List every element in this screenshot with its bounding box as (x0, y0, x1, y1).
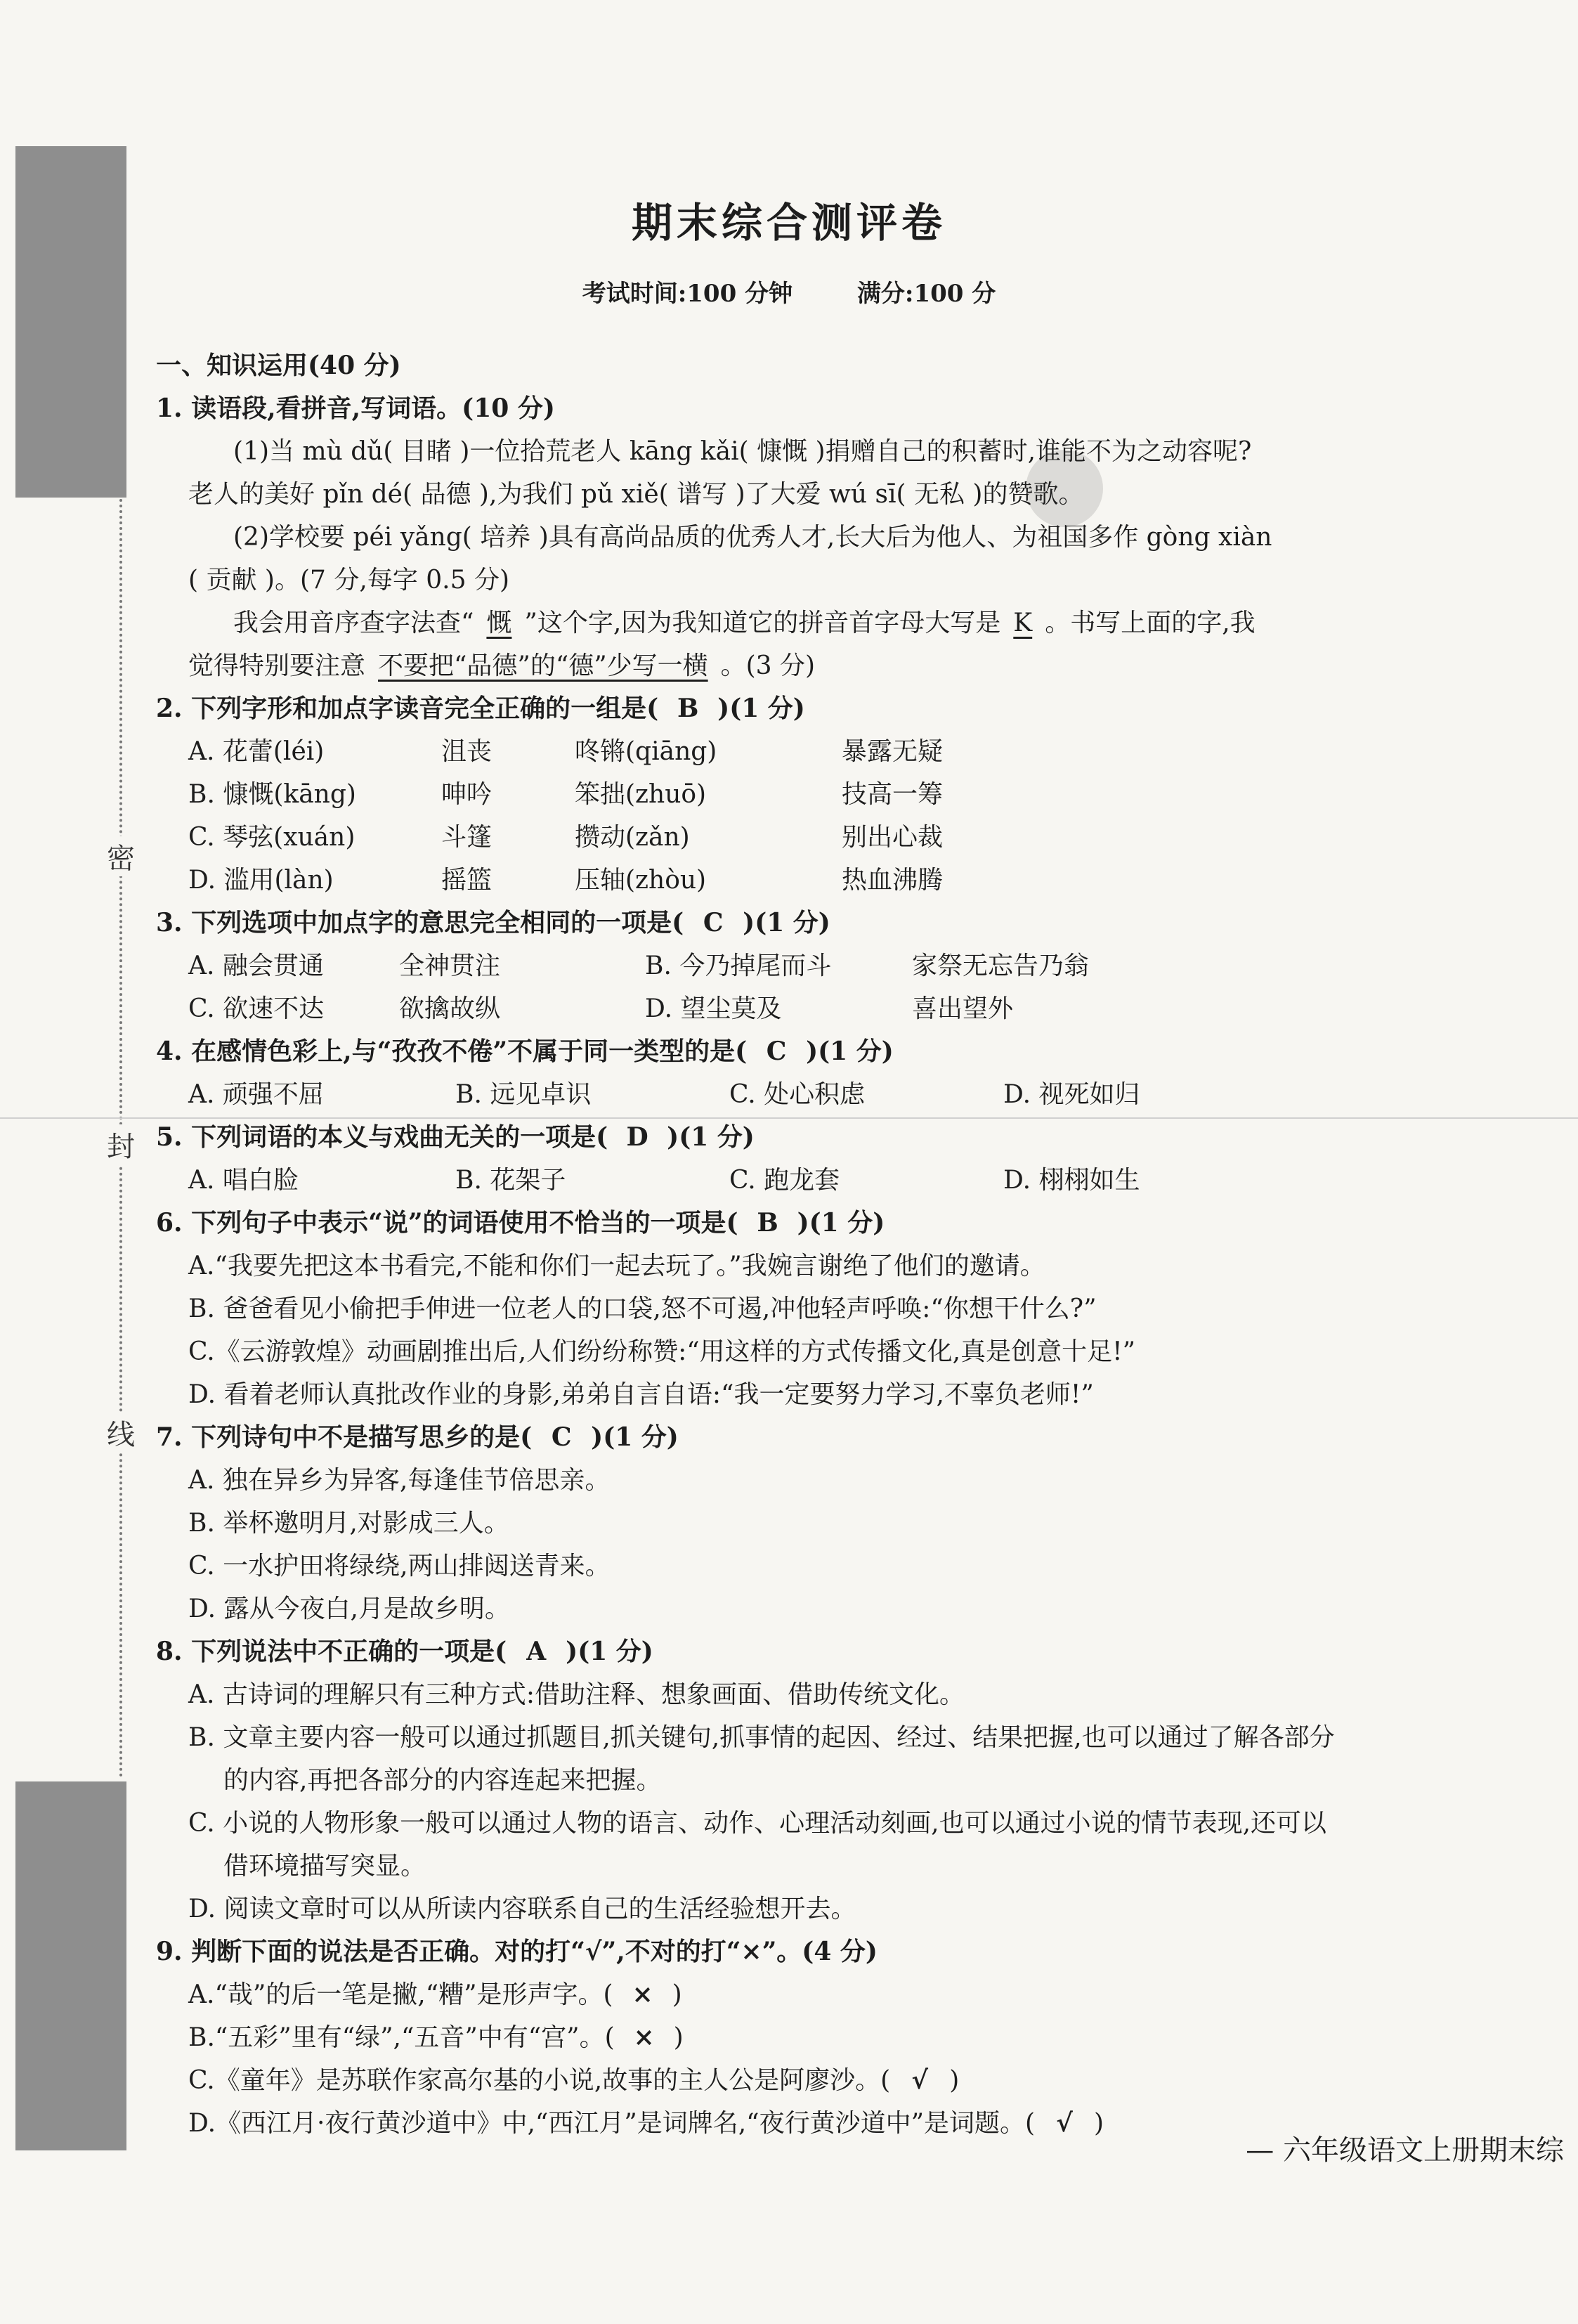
q2-cell: 技高一筹 (842, 780, 944, 809)
q1-stem: 1. 读语段,看拼音,写词语。(10 分) (156, 394, 555, 423)
q4-option: A. 顽强不屈 (188, 1080, 324, 1109)
q4-option: C. 处心积虑 (729, 1080, 866, 1109)
q6-option: D. 看着老师认真批改作业的身影,弟弟自言自语:“我一定要努力学习,不辜负老师!” (188, 1380, 1094, 1409)
q8-option-b-cont: 的内容,再把各部分的内容连起来把握。 (223, 1766, 662, 1795)
q2-cell: 沮丧 (441, 737, 493, 766)
q6-tail: )(1 分) (797, 1208, 885, 1238)
q1-line6 (156, 644, 1491, 687)
q7-option: C. 一水护田将绿绕,两山排闼送青来。 (188, 1552, 611, 1580)
q8-option-b: B. 文章主要内容一般可以通过抓题目,抓关键句,抓事情的起因、经过、结果把握,也可以通过了解各部分 (188, 1723, 1335, 1752)
q2-cell: C. 琴弦(xuán) (188, 823, 356, 852)
q8-option-a: A. 古诗词的理解只有三种方式:借助注释、想象画面、借助传统文化。 (188, 1680, 965, 1709)
q2-cell: 斗篷 (441, 823, 493, 852)
q2-stem-line (156, 687, 1491, 730)
q9-item-tail: ) (1094, 2109, 1104, 2138)
q9-item-text: D.《西江月·夜行黄沙道中》中,“西江月”是词牌名,“夜行黄沙道中”是词题。( (188, 2109, 1036, 2138)
q5-option-row (156, 1159, 1491, 1202)
q1-line1: (1)当 mù dǔ( 目睹 )一位拾荒老人 kāng kǎi( 慷慨 )捐赠自己的积蓄时,谁能不为之动容呢? (233, 437, 1252, 466)
q7-option: A. 独在异乡为异客,每逢佳节倍思亲。 (188, 1466, 611, 1495)
q1-line5-c: ”这个字,因为我知道它的拼音首字母大写是 (524, 609, 1001, 637)
q2-cell: B. 慷慨(kāng) (188, 780, 356, 809)
exam-subtitle (0, 274, 1578, 309)
q9-stem: 9. 判断下面的说法是否正确。对的打“√”,不对的打“×”。(4 分) (156, 1937, 878, 1966)
seal-char-xian: 线 (104, 1413, 138, 1453)
q3-answer: C (703, 908, 724, 937)
q3-cell: C. 欲速不达 (188, 994, 325, 1023)
q1-line6-a: 觉得特别要注意 (188, 651, 366, 680)
q9-item-text: A.“哉”的后一笔是撇,“糟”是形声字。( (188, 1980, 613, 2009)
q4-tail: )(1 分) (806, 1037, 894, 1066)
q6-option: C.《云游敦煌》动画剧推出后,人们纷纷称赞:“用这样的方式传播文化,真是创意十足!” (188, 1337, 1135, 1366)
q8-tail: )(1 分) (566, 1637, 653, 1666)
q2-cell: 呻吟 (441, 780, 493, 809)
q2-cell: 热血沸腾 (842, 866, 944, 895)
q1-answer-letter: K (1013, 609, 1033, 637)
section-heading: 一、知识运用(40 分) (156, 351, 401, 380)
q7-option: D. 露从今夜白,月是故乡明。 (188, 1595, 510, 1623)
q5-answer: D (626, 1122, 648, 1152)
q3-cell: D. 望尘莫及 (645, 994, 782, 1023)
q3-tail: )(1 分) (743, 908, 830, 937)
q9-item-tail: ) (672, 1980, 682, 2009)
q9-item-answer: √ (911, 2065, 929, 2095)
q5-option: B. 花架子 (455, 1166, 566, 1195)
q8-answer: A (526, 1637, 547, 1666)
q2-cell: 笨拙(zhuō) (575, 780, 707, 809)
q3-option-row (156, 987, 1491, 1030)
binding-margin-shade-bottom (15, 1781, 126, 2150)
q9-item-tail: ) (673, 2023, 684, 2052)
q1-line2: 老人的美好 pǐn dé( 品德 ),为我们 pǔ xiě( 谱写 )了大爱 wú sī( 无私 )的赞歌。 (188, 480, 1084, 509)
q8-option-c: C. 小说的人物形象一般可以通过人物的语言、动作、心理活动刻画,也可以通过小说的情节表现,还可以 (188, 1809, 1327, 1838)
q1-line4: ( 贡献 )。(7 分,每字 0.5 分) (188, 566, 509, 595)
q2-option-row (156, 773, 1491, 816)
exam-content (156, 344, 1491, 2145)
q9-item (156, 1973, 1491, 2016)
q3-cell: B. 今乃掉尾而斗 (645, 952, 832, 980)
q8-option-c-cont: 借环境描写突显。 (223, 1852, 426, 1881)
q4-stem-line (156, 1030, 1491, 1073)
q9-item-text: B.“五彩”里有“绿”,“五音”中有“宫”。( (188, 2023, 615, 2052)
q2-cell: 攒动(zǎn) (575, 823, 690, 852)
q6-option: A.“我要先把这本书看完,不能和你们一起去玩了。”我婉言谢绝了他们的邀请。 (188, 1252, 1045, 1280)
q7-stem-line (156, 1416, 1491, 1459)
q4-option: D. 视死如归 (1003, 1080, 1140, 1109)
q9-item-text: C.《童年》是苏联作家高尔基的小说,故事的主人公是阿廖沙。( (188, 2066, 891, 2095)
q2-option-row (156, 730, 1491, 773)
q7-option: B. 举杯邀明月,对影成三人。 (188, 1509, 509, 1538)
q5-option: C. 跑龙套 (729, 1166, 840, 1195)
q2-cell: D. 滥用(làn) (188, 866, 334, 895)
q3-cell: 家祭无忘告乃翁 (912, 952, 1090, 980)
q7-tail: )(1 分) (591, 1422, 679, 1452)
q7-stem: 7. 下列诗句中不是描写思乡的是( (156, 1422, 533, 1452)
q5-tail: )(1 分) (667, 1122, 755, 1152)
q3-cell: A. 融会贯通 (188, 952, 324, 980)
q2-stem: 2. 下列字形和加点字读音完全正确的一组是( (156, 694, 659, 723)
q8-option-d: D. 阅读文章时可以从所读内容联系自己的生活经验想开去。 (188, 1895, 856, 1923)
seal-char-feng: 封 (104, 1124, 138, 1164)
seal-char-mi: 密 (104, 836, 138, 876)
q5-option: A. 唱白脸 (188, 1166, 299, 1195)
q9-item-tail: ) (949, 2066, 960, 2095)
q8-stem: 8. 下列说法中不正确的一项是( (156, 1637, 507, 1666)
q2-cell: 咚锵(qiāng) (575, 737, 717, 766)
q7-answer: C (551, 1422, 572, 1452)
q1-line5 (156, 602, 1491, 644)
q9-item-answer: √ (1056, 2108, 1073, 2138)
q2-option-row (156, 816, 1491, 859)
q1-answer-note: 不要把“品德”的“德”少写一横 (378, 651, 708, 680)
q2-tail: )(1 分) (717, 694, 805, 723)
q2-option-row (156, 859, 1491, 902)
q5-option: D. 栩栩如生 (1003, 1166, 1140, 1195)
q2-cell: 压轴(zhòu) (575, 866, 707, 895)
q8-stem-line (156, 1630, 1491, 1673)
q2-cell: 暴露无疑 (842, 737, 944, 766)
q3-stem-line (156, 902, 1491, 944)
q2-cell: 摇篮 (441, 866, 493, 895)
q2-cell: 别出心裁 (842, 823, 944, 852)
q9-item-answer: × (632, 1980, 653, 2009)
q3-stem: 3. 下列选项中加点字的意思完全相同的一项是( (156, 908, 684, 937)
q9-item-answer: × (633, 2023, 655, 2052)
q1-line5-a: 我会用音序查字法查“ (233, 609, 474, 637)
q3-cell: 欲擒故纵 (399, 994, 501, 1023)
q5-stem: 5. 下列词语的本义与戏曲无关的一项是( (156, 1122, 608, 1152)
q4-answer: C (766, 1037, 787, 1066)
q5-stem-line (156, 1116, 1491, 1159)
q6-option: B. 爸爸看见小偷把手伸进一位老人的口袋,怒不可遏,冲他轻声呼唤:“你想干什么?” (188, 1294, 1097, 1323)
page-footer: — 六年级语文上册期末综 (1246, 2134, 1564, 2167)
q2-cell: A. 花蕾(léi) (188, 737, 325, 766)
q3-cell: 全神贯注 (399, 952, 501, 980)
q6-answer: B (757, 1208, 778, 1238)
q4-option-row (156, 1073, 1491, 1116)
q9-item (156, 2059, 1491, 2102)
q6-stem-line (156, 1202, 1491, 1245)
q4-option: B. 远见卓识 (455, 1080, 592, 1109)
q9-item (156, 2016, 1491, 2059)
q3-cell: 喜出望外 (912, 994, 1014, 1023)
q1-line6-c: 。(3 分) (720, 651, 816, 680)
exam-title: 期末综合测评卷 (631, 199, 946, 247)
q1-line3: (2)学校要 péi yǎng( 培养 )具有高尚品质的优秀人才,长大后为他人、为祖国多作 gòng xiàn (233, 523, 1272, 552)
q1-answer-char: 慨 (486, 609, 512, 637)
exam-time: 考试时间:100 分钟 (582, 280, 793, 308)
q1-line5-e: 。书写上面的字,我 (1045, 609, 1256, 637)
q6-stem: 6. 下列句子中表示“说”的词语使用不恰当的一项是( (156, 1208, 738, 1238)
q3-option-row (156, 944, 1491, 987)
q2-answer: B (677, 694, 699, 723)
exam-score: 满分:100 分 (856, 280, 996, 308)
q4-stem: 4. 在感情色彩上,与“孜孜不倦”不属于同一类型的是( (156, 1037, 748, 1066)
